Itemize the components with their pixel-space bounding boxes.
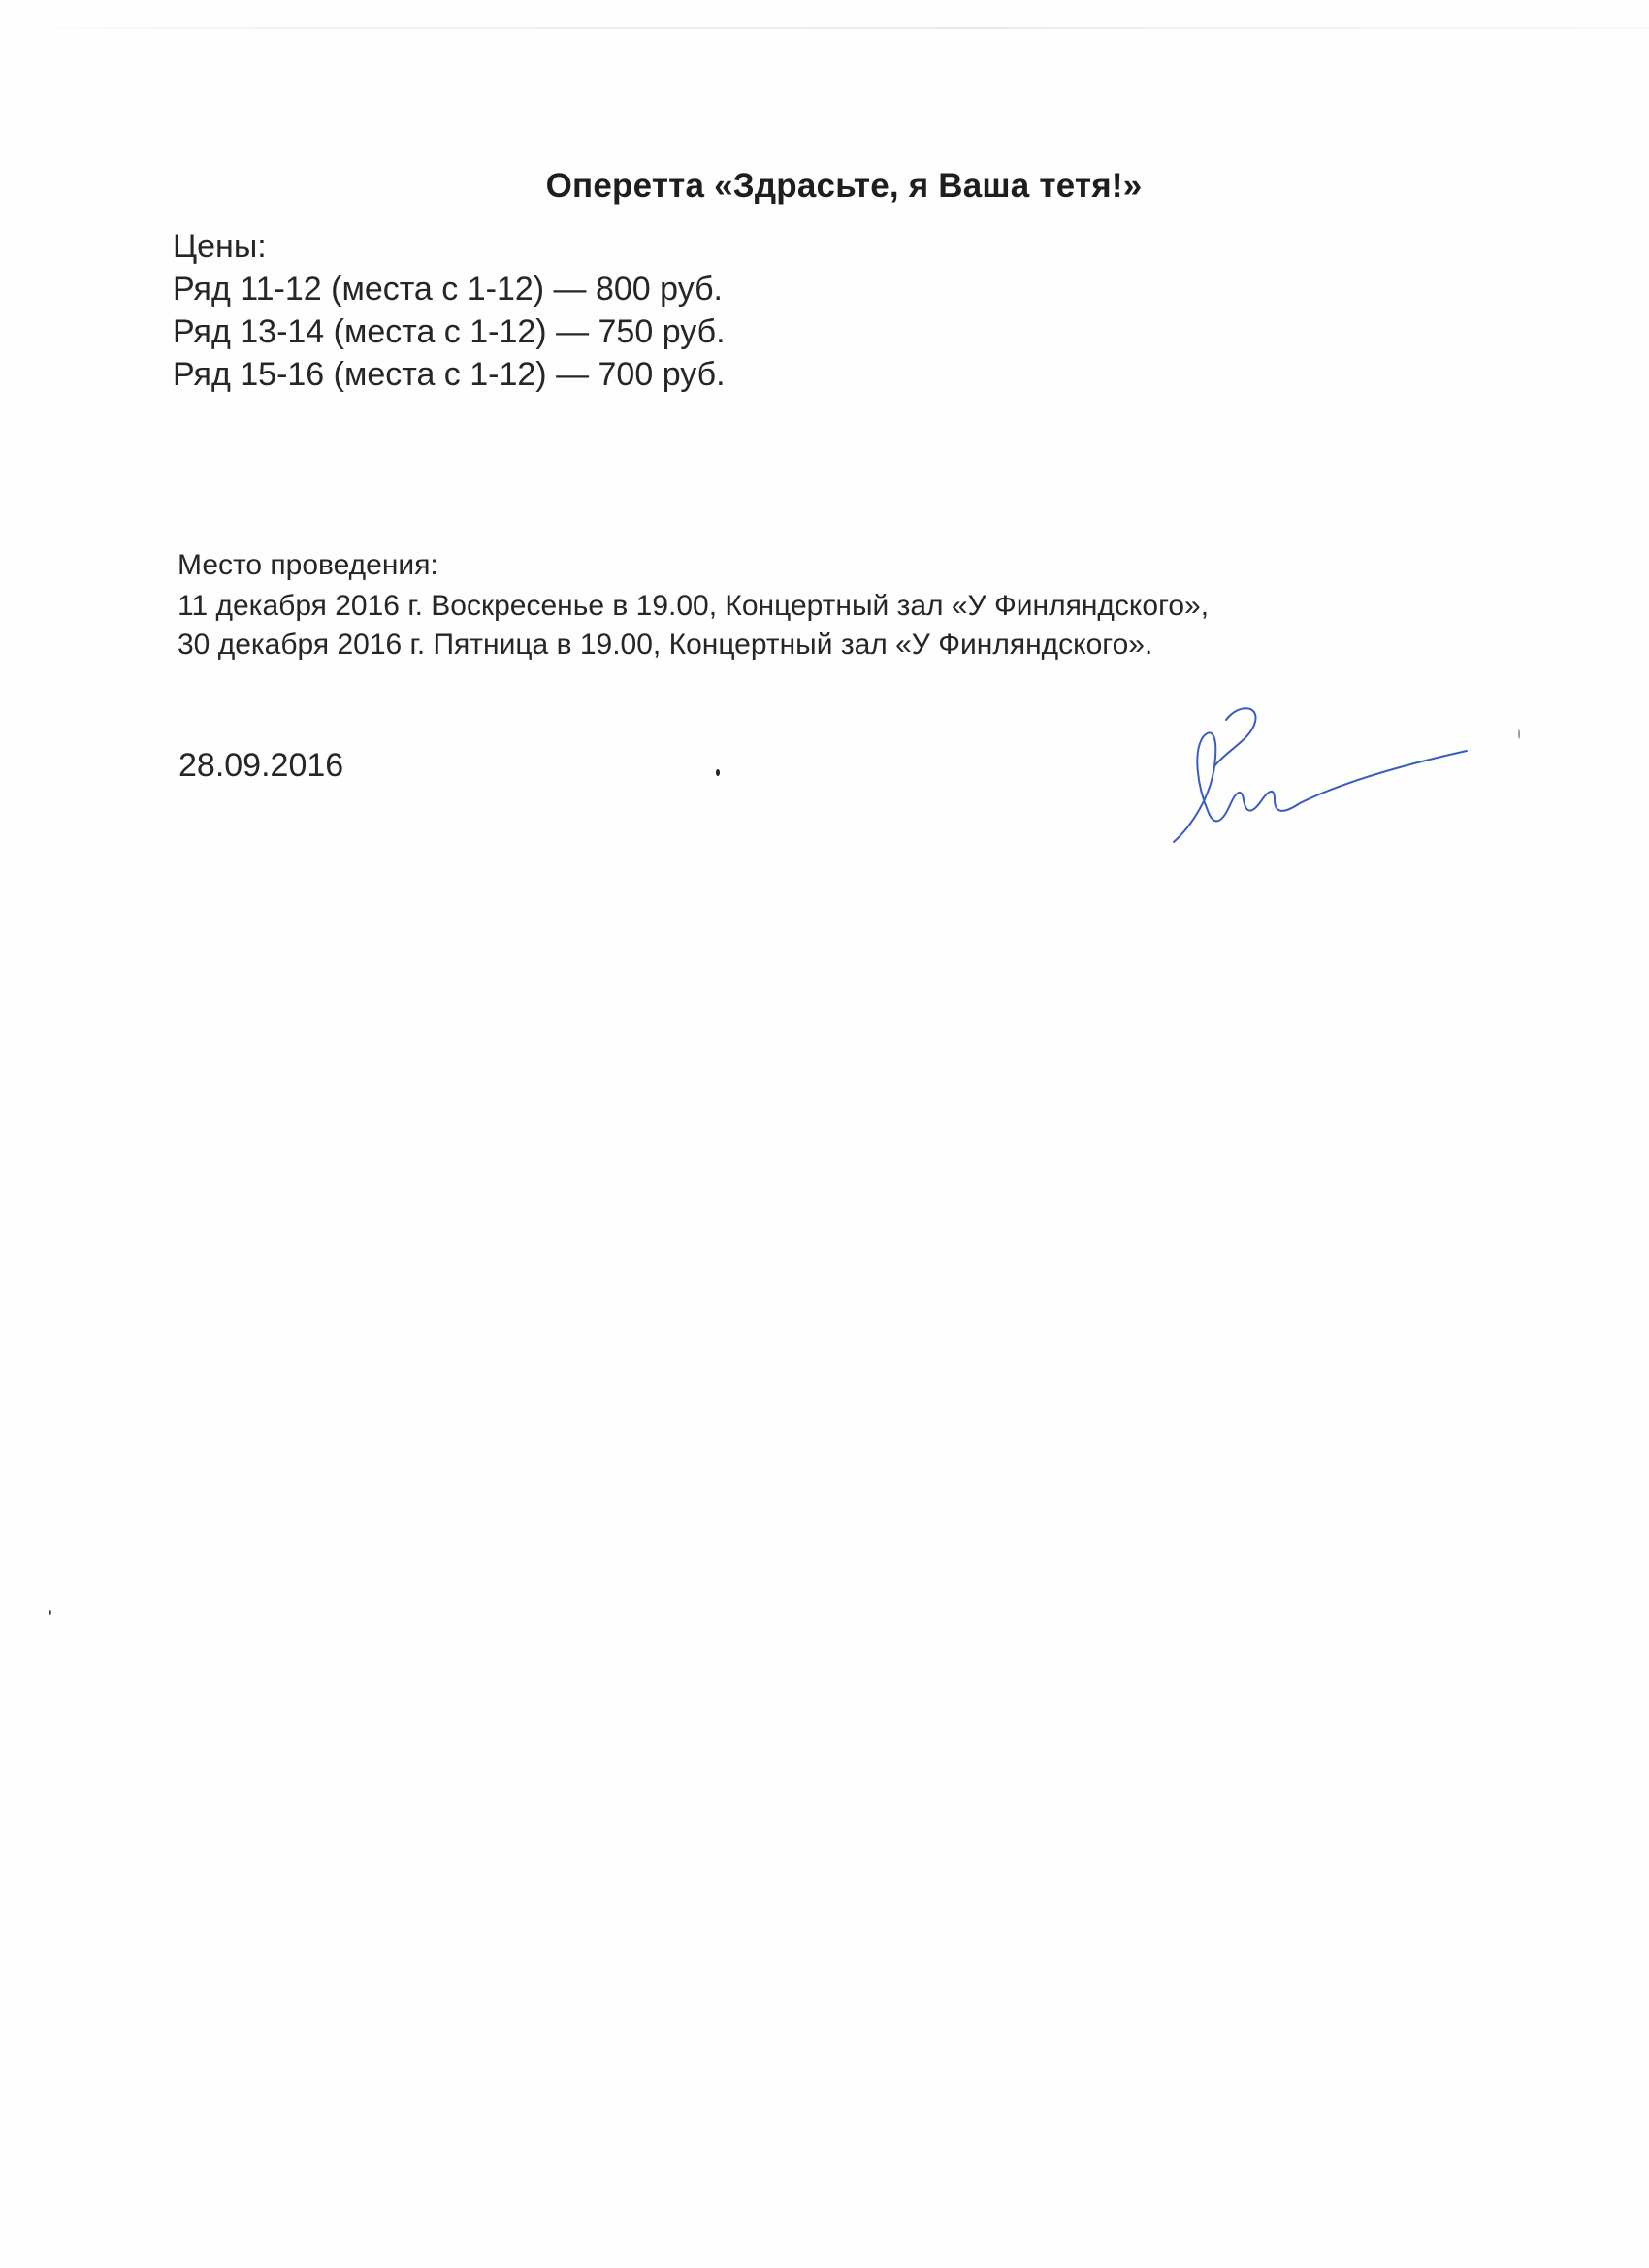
ink-speck xyxy=(48,1610,51,1615)
document-title: Оперетта «Здрасьте, я Ваша тетя!» xyxy=(545,167,1143,205)
venue-heading: Место проведения: xyxy=(178,549,438,581)
document-date: 28.09.2016 xyxy=(178,747,344,784)
venue-line: 11 декабря 2016 г. Воскресенье в 19.00, Концертный зал «У Финляндского», xyxy=(178,590,1210,622)
venue-line: 30 декабря 2016 г. Пятница в 19.00, Концертный зал «У Финляндского». xyxy=(178,629,1153,661)
price-line: Ряд 13-14 (места с 1-12) — 750 руб. xyxy=(173,313,726,350)
price-line: Ряд 15-16 (места с 1-12) — 700 руб. xyxy=(173,356,726,393)
prices-block xyxy=(173,225,726,396)
venue-block xyxy=(178,546,1209,664)
signature-icon xyxy=(1154,698,1484,854)
prices-heading: Цены: xyxy=(173,228,267,265)
ink-speck xyxy=(716,769,720,776)
scan-edge xyxy=(0,27,1649,29)
ink-speck xyxy=(1518,729,1520,739)
price-line: Ряд 11-12 (места с 1-12) — 800 руб. xyxy=(173,271,723,308)
